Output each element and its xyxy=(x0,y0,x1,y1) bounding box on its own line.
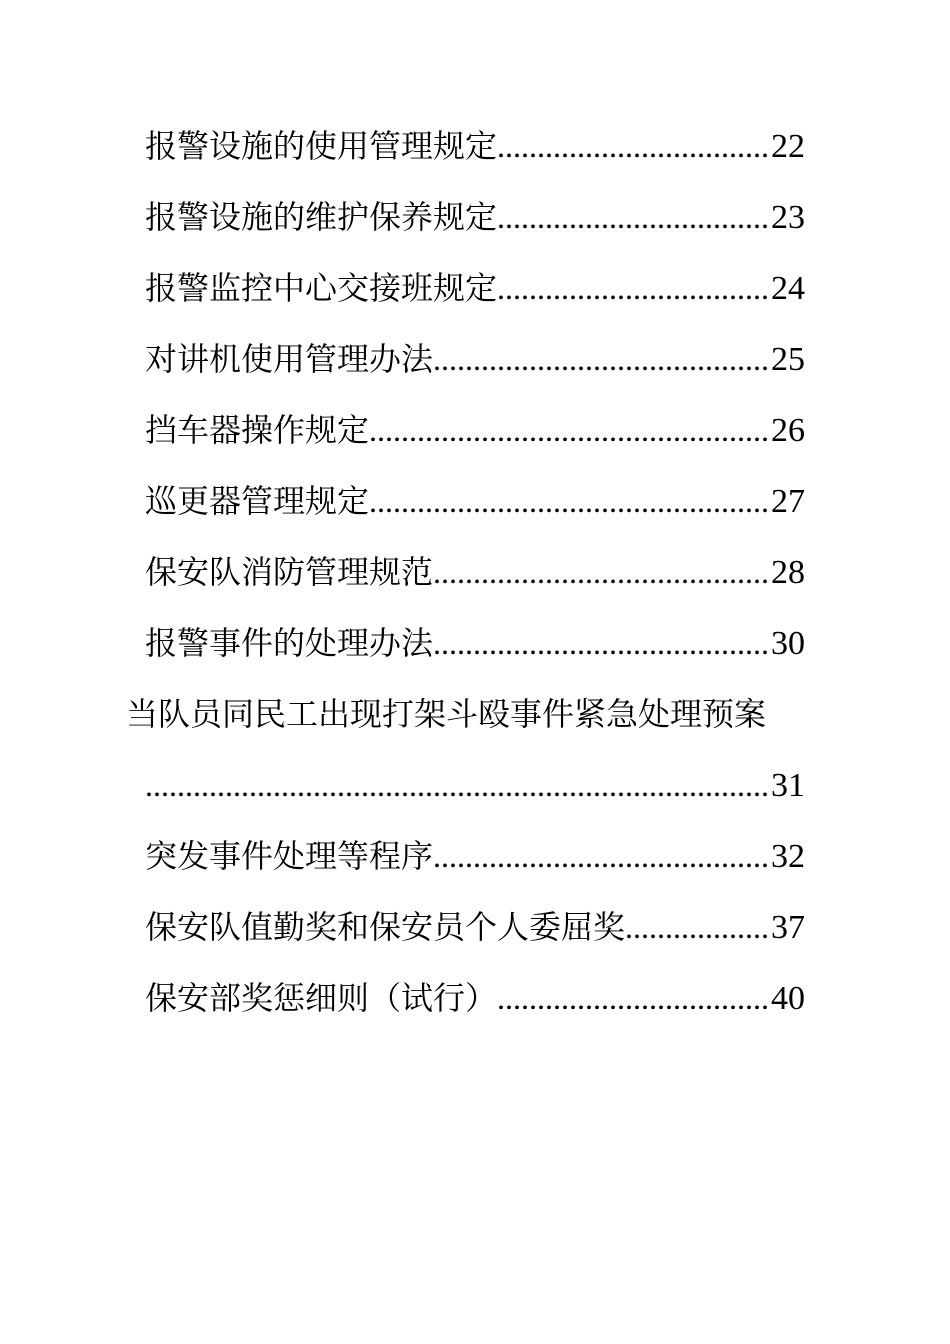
toc-entry[interactable] xyxy=(145,615,805,686)
toc-entry[interactable] xyxy=(145,970,805,1041)
toc-page-number: 40 xyxy=(771,980,805,1017)
toc-entry-title: 挡车器操作规定 xyxy=(145,411,370,449)
toc-dot-leader xyxy=(145,757,769,813)
toc-page-number: 37 xyxy=(771,909,805,946)
toc-page-number: 32 xyxy=(771,838,805,875)
toc-entry-title: 当队员同民工出现打架斗殴事件紧急处理预案 xyxy=(126,695,767,733)
toc-dot-leader xyxy=(497,118,769,174)
toc-entry[interactable] xyxy=(145,189,805,260)
toc-entry[interactable] xyxy=(126,686,826,828)
toc-entry[interactable] xyxy=(145,899,805,970)
toc-dot-leader xyxy=(497,189,769,245)
toc-page-number: 24 xyxy=(771,270,805,307)
toc-entry-title: 突发事件处理等程序 xyxy=(145,837,434,875)
toc-entry-title: 报警设施的维护保养规定 xyxy=(145,198,498,236)
toc-page-number: 28 xyxy=(771,554,805,591)
toc-entry-title: 报警设施的使用管理规定 xyxy=(145,127,498,165)
toc-dot-leader xyxy=(433,615,769,671)
toc-dot-leader xyxy=(369,402,769,458)
toc-entry[interactable] xyxy=(145,118,805,189)
toc-dot-leader xyxy=(369,473,769,529)
toc-entry[interactable] xyxy=(145,260,805,331)
toc-entry[interactable] xyxy=(145,331,805,402)
toc-entry-title: 报警监控中心交接班规定 xyxy=(145,269,498,307)
toc-page-number: 31 xyxy=(771,767,805,804)
toc-page-number: 27 xyxy=(771,483,805,520)
toc-dot-leader xyxy=(433,828,769,884)
toc-entry[interactable] xyxy=(145,473,805,544)
toc-page-number: 30 xyxy=(771,625,805,662)
toc-dot-leader xyxy=(433,331,769,387)
toc-entry-title: 保安队值勤奖和保安员个人委屈奖 xyxy=(145,908,626,946)
toc-page-number: 22 xyxy=(771,128,805,165)
toc-entry-title: 保安部奖惩细则（试行） xyxy=(145,979,498,1017)
toc-dot-leader xyxy=(625,899,769,955)
toc-dot-leader xyxy=(433,544,769,600)
table-of-contents xyxy=(0,118,950,1041)
toc-entry-title: 巡更器管理规定 xyxy=(145,482,370,520)
toc-page-number: 26 xyxy=(771,412,805,449)
toc-dot-leader xyxy=(497,970,769,1026)
toc-entry[interactable] xyxy=(145,402,805,473)
toc-entry[interactable] xyxy=(145,544,805,615)
toc-entry-title: 保安队消防管理规范 xyxy=(145,553,434,591)
toc-dot-leader xyxy=(497,260,769,316)
toc-page-number: 25 xyxy=(771,341,805,378)
toc-page-number: 23 xyxy=(771,199,805,236)
toc-entry-title: 对讲机使用管理办法 xyxy=(145,340,434,378)
toc-entry[interactable] xyxy=(145,828,805,899)
toc-entry-title: 报警事件的处理办法 xyxy=(145,624,434,662)
